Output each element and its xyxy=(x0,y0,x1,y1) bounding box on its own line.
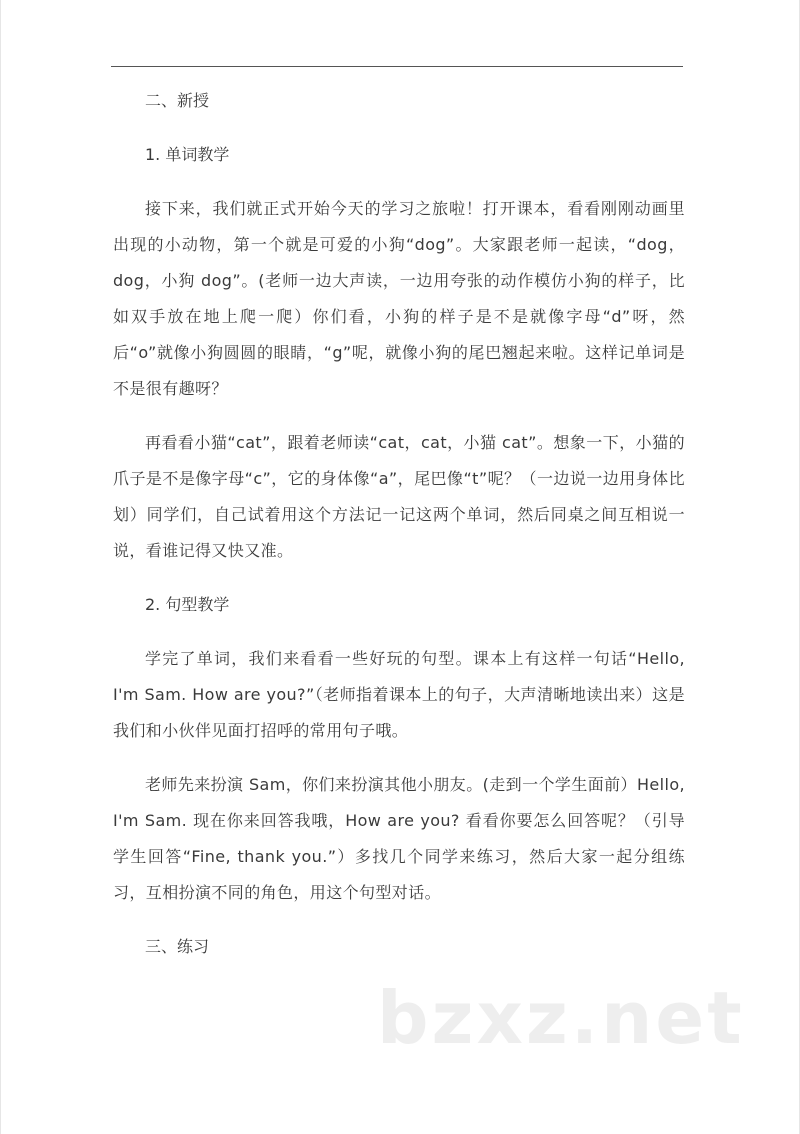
section-heading-new-lesson: 二、新授 xyxy=(145,91,210,110)
watermark-text: bzxz.net xyxy=(377,976,745,1060)
paragraph-roleplay: 老师先来扮演 Sam，你们来扮演其他小朋友。(走到一个学生面前）Hello, I'm Sam. 现在你来回答我哦，How are you? 看看你要怎么回答呢？（引导学生回答“Fine, thank you.”）多找几个同学来练习，然后大家一起分组练习，互相扮演不同的角色，用这个句型对话。 xyxy=(113,775,685,902)
header-rule xyxy=(111,66,683,67)
subheading-word-teaching: 1. 单词教学 xyxy=(145,145,230,164)
subheading-sentence-teaching: 2. 句型教学 xyxy=(145,595,230,614)
section-heading-practice: 三、练习 xyxy=(145,937,210,956)
document-body xyxy=(113,83,685,965)
paragraph-dog: 接下来，我们就正式开始今天的学习之旅啦！打开课本，看看刚刚动画里出现的小动物，第一个就是可爱的小狗“dog”。大家跟老师一起读，“dog，dog，小狗 dog”。(老师一边大声读，一边用夸张的动作模仿小狗的样子，比如双手放在地上爬一爬）你们看，小狗的样子是不是就像字母“d”呀，然后“o”就像小狗圆圆的眼睛，“g”呢，就像小狗的尾巴翘起来啦。这样记单词是不是很有趣呀？ xyxy=(113,199,685,398)
paragraph-sentence: 学完了单词，我们来看看一些好玩的句型。课本上有这样一句话“Hello, I'm Sam. How are you?”（老师指着课本上的句子，大声清晰地读出来）这是我们和小伙伴见面打招呼的常用句子哦。 xyxy=(113,649,685,740)
paragraph-cat: 再看看小猫“cat”，跟着老师读“cat，cat，小猫 cat”。想象一下，小猫的爪子是不是像字母“c”，它的身体像“a”，尾巴像“t”呢？（一边说一边用身体比划）同学们，自己试着用这个方法记一记这两个单词，然后同桌之间互相说一说，看谁记得又快又准。 xyxy=(113,433,685,560)
